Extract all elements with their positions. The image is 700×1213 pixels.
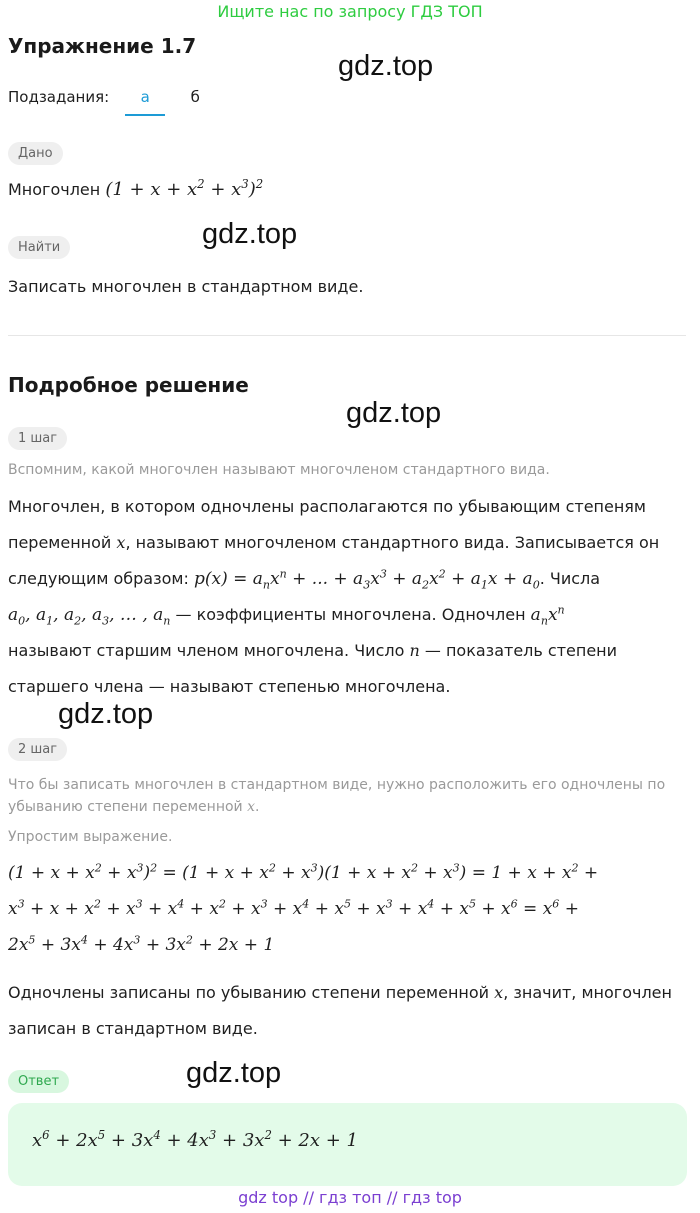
expansion-formula	[8, 855, 692, 963]
watermark: gdz.top	[338, 50, 434, 82]
conclusion-line: записан в стандартном виде.	[8, 1019, 258, 1038]
find-text: Записать многочлен в стандартном виде.	[8, 277, 364, 296]
subtask-tab-b[interactable]: б	[190, 88, 200, 106]
text-span: — коэффициенты многочлена. Одночлен	[175, 605, 526, 624]
step1-line	[8, 633, 688, 669]
math-coeffs: $a_0$, $a_1$, $a_2$, $a_3$, … , $a_n$	[8, 605, 171, 628]
step2-badge: 2 шаг	[8, 738, 67, 761]
text-span: Одночлены записаны по убыванию степени переменной	[8, 983, 490, 1002]
math-term: $a_nx^n$	[530, 603, 565, 628]
hint-line: Что бы записать многочлен в стандартном виде, нужно расположить его одночлены по	[8, 777, 666, 793]
math-formula: $p(x) = a_nx^n$ + ... + $a_3x^3 + a_2x^2 + a_1x + a_0$	[193, 567, 540, 592]
subtask-selector	[8, 86, 215, 116]
conclusion-line	[8, 975, 688, 1011]
text-span: , значит, многочлен	[503, 983, 672, 1002]
math-var: x	[116, 533, 126, 552]
watermark: gdz.top	[202, 218, 298, 250]
search-banner: Ищите нас по запросу ГДЗ ТОП	[217, 2, 483, 21]
text-span: , называют многочленом стандартного вида. Записывается он	[125, 533, 660, 552]
solution-title: Подробное решение	[8, 373, 249, 397]
given-statement	[8, 179, 263, 200]
given-expression: $(1 + x + x^2 + x^3)^2$	[105, 177, 264, 200]
watermark: gdz.top	[186, 1057, 282, 1089]
formula-line: $x^3 + x + x^2 + x^3 + x^4 + x^2 + x^3 + x^4 + x^5 + x^3 + x^4 + x^5 + x^6 = x^6$ +	[8, 897, 579, 919]
step1-body	[8, 489, 688, 705]
math-var: n	[409, 641, 420, 660]
page-title: Упражнение 1.7	[8, 34, 197, 58]
text-span: — показатель степени	[424, 641, 618, 660]
step2-conclusion	[8, 975, 688, 1047]
text-span: . Числа	[539, 569, 601, 588]
formula-line: $(1 + x + x^2 + x^3)^2 = (1 + x + x^2 + x^3)(1 + x + x^2 + x^3) = 1 + x + x^2$ +	[8, 861, 599, 883]
step2-hint	[8, 774, 692, 818]
text-span: убыванию степени переменной	[8, 799, 243, 815]
find-badge: Найти	[8, 236, 70, 259]
step1-line	[8, 525, 688, 561]
text-span: .	[255, 799, 260, 815]
divider	[8, 335, 686, 336]
footer-links[interactable]: gdz top // гдз топ // гдз top	[238, 1188, 462, 1207]
step1-line: Многочлен, в котором одночлены располагаются по убывающим степеням	[8, 497, 646, 516]
step1-line	[8, 561, 688, 597]
watermark: gdz.top	[346, 397, 442, 429]
answer-badge: Ответ	[8, 1070, 69, 1093]
answer-formula: $x^6 + 2x^5 + 3x^4 + 4x^3 + 3x^2 + 2x + 1$	[32, 1128, 359, 1151]
text-span: называют старшим членом многочлена. Число	[8, 641, 405, 660]
text-span: переменной	[8, 533, 112, 552]
step2-hint-simplify: Упростим выражение.	[8, 829, 173, 845]
watermark: gdz.top	[58, 698, 154, 730]
step1-badge: 1 шаг	[8, 427, 67, 450]
formula-line: $2x^5 + 3x^4 + 4x^3 + 3x^2 + 2x + 1$	[8, 933, 275, 955]
math-var: x	[247, 799, 255, 815]
step1-hint: Вспомним, какой многочлен называют многочленом стандартного вида.	[8, 462, 550, 478]
step1-line	[8, 597, 688, 633]
step1-line: старшего члена — называют степенью многочлена.	[8, 677, 451, 696]
hint-line	[8, 796, 692, 818]
subtask-label: Подзадания:	[8, 88, 110, 106]
subtask-tab-a[interactable]: а	[125, 86, 165, 116]
text-span: следующим образом:	[8, 569, 189, 588]
given-prefix: Многочлен	[8, 180, 101, 199]
given-badge: Дано	[8, 142, 63, 165]
math-var: x	[494, 983, 504, 1002]
